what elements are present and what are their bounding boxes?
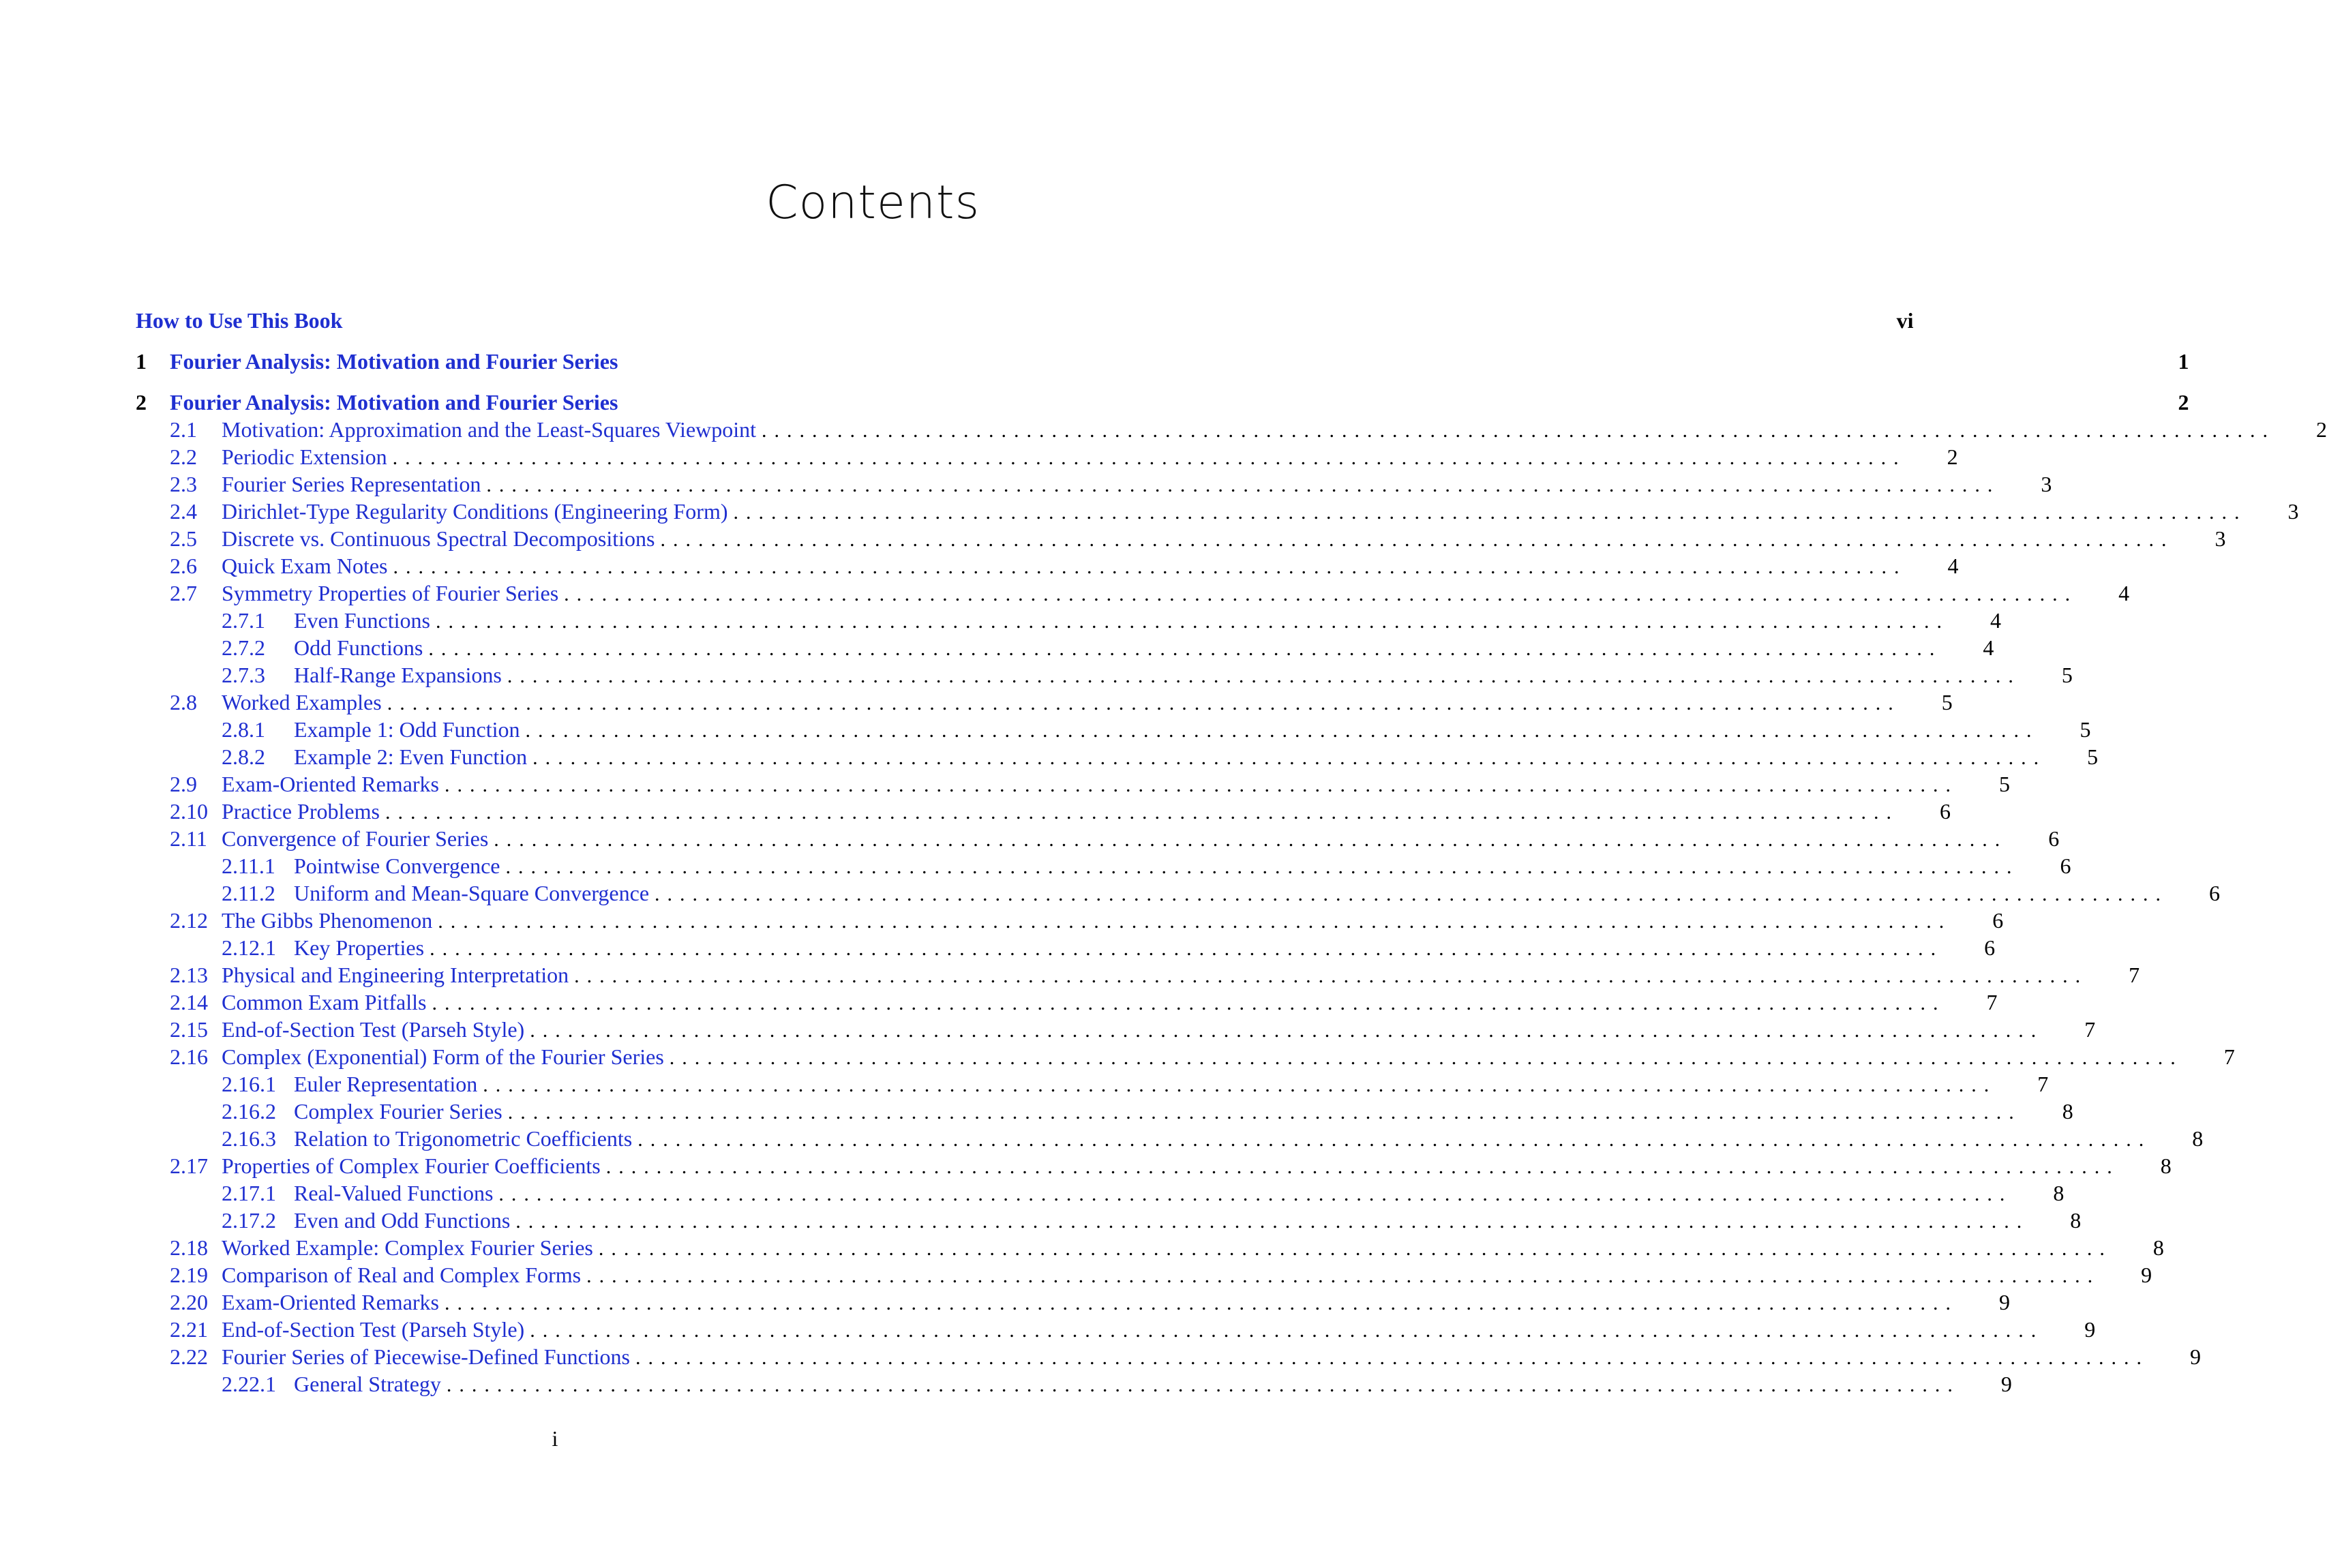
- toc-entry-number: 2.5: [170, 526, 197, 551]
- toc-entry-2-2[interactable]: [136, 443, 1958, 470]
- toc-entry-title-link[interactable]: Pointwise Convergence: [294, 854, 500, 878]
- dot-leader: ........................................................................................................................: [446, 1374, 1960, 1396]
- dot-leader: ........................................................................................................................: [445, 1292, 1958, 1314]
- toc-entry-page-number: 7: [2084, 1017, 2096, 1042]
- toc-entry-title-link[interactable]: Example 1: Odd Function: [294, 717, 520, 742]
- toc-entry-number: 2.12: [170, 908, 208, 933]
- dot-leader: ........................................................................................................................: [530, 1019, 2044, 1042]
- toc-entry-page-number: 6: [2048, 826, 2060, 851]
- toc-entry-title-link[interactable]: End-of-Section Test (Parseh Style): [222, 1317, 525, 1342]
- toc-entry-title-link[interactable]: Dirichlet-Type Regularity Conditions (Engineering Form): [222, 499, 728, 524]
- toc-entry-2-16-2[interactable]: [136, 1098, 2073, 1125]
- toc-entry-title-link[interactable]: Even and Odd Functions: [294, 1208, 511, 1233]
- toc-entry-2[interactable]: [136, 389, 2189, 416]
- toc-entry-title-link[interactable]: Half-Range Expansions: [294, 663, 502, 687]
- toc-entry-2-22[interactable]: [136, 1343, 2201, 1370]
- toc-entry-title-link[interactable]: Odd Functions: [294, 635, 423, 660]
- toc-entry-number: 2.16.2: [222, 1099, 276, 1124]
- toc-entry-title-link[interactable]: Fourier Series Representation: [222, 472, 481, 496]
- toc-entry-number: 2.17.1: [222, 1181, 276, 1205]
- toc-entry-page-number: 6: [2060, 854, 2071, 878]
- toc-entry-page-number: 8: [2062, 1099, 2073, 1124]
- dot-leader: ........................................................................................................................: [505, 856, 2020, 878]
- toc-entry-2-11-1[interactable]: [136, 852, 2071, 879]
- toc-entry-title-link[interactable]: End-of-Section Test (Parseh Style): [222, 1017, 525, 1042]
- toc-entry-number: 2.1: [170, 417, 197, 442]
- toc-entry-2-6[interactable]: [136, 552, 1959, 579]
- dot-leader: ........................................................................................................................: [494, 828, 2008, 851]
- toc-entry-number: 2.18: [170, 1235, 208, 1260]
- toc-entry-title-link[interactable]: Discrete vs. Continuous Spectral Decompositions: [222, 526, 655, 551]
- toc-entry-number: 1: [136, 349, 147, 374]
- toc-entry-page-number: 8: [2152, 1235, 2164, 1260]
- toc-entry-number: 2.2: [170, 444, 197, 469]
- toc-entry-page-number: 3: [2041, 472, 2052, 496]
- toc-entry-page-number: 7: [2129, 963, 2140, 987]
- toc-entry-title-link[interactable]: Quick Exam Notes: [222, 554, 388, 578]
- dot-leader: ........................................................................................................................: [430, 937, 1944, 960]
- toc-entry-title-link[interactable]: Practice Problems: [222, 799, 380, 824]
- toc-entry-page-number: 4: [1990, 608, 2001, 633]
- toc-entry-number: 2.15: [170, 1017, 208, 1042]
- toc-entry-page-number: 3: [2215, 526, 2226, 551]
- toc-entry-page-number: 8: [2070, 1208, 2082, 1233]
- toc-entry-title-link[interactable]: Symmetry Properties of Fourier Series: [222, 581, 559, 605]
- toc-entry-1[interactable]: [136, 348, 2189, 375]
- toc-entry-title-link[interactable]: Key Properties: [294, 935, 425, 960]
- toc-entry-2-8[interactable]: [136, 689, 1953, 716]
- toc-entry-2-7-3[interactable]: [136, 661, 2073, 689]
- dot-leader: ........................................................................................................................: [438, 910, 1952, 933]
- toc-entry-title-link[interactable]: Periodic Extension: [222, 444, 387, 469]
- dot-leader: ........................................................................................................................: [564, 583, 2078, 605]
- toc-entry-number: 2.16: [170, 1044, 208, 1069]
- toc-entry-page-number: 7: [1986, 990, 1998, 1014]
- toc-entry-2-18[interactable]: [136, 1234, 2164, 1261]
- toc-entry-page-number: 4: [2118, 581, 2130, 605]
- toc-entry-page-number: 2: [2178, 390, 2189, 414]
- dot-leader: ........................................................................................................................: [586, 1265, 2101, 1287]
- toc-entry-title-link[interactable]: Fourier Analysis: Motivation and Fourier Series: [170, 390, 618, 414]
- toc-entry-title-link[interactable]: Properties of Complex Fourier Coefficients: [222, 1154, 601, 1178]
- toc-entry-2-15[interactable]: [136, 1016, 2096, 1043]
- toc-entry-2-17-2[interactable]: [136, 1207, 2082, 1234]
- toc-entry-page-number: 2: [2316, 417, 2327, 442]
- toc-entry-number: 2.7.1: [222, 608, 265, 633]
- toc-entry-title-link[interactable]: Comparison of Real and Complex Forms: [222, 1263, 582, 1287]
- toc-entry-2-8-1[interactable]: [136, 716, 2091, 743]
- toc-entry-title-link[interactable]: Real-Valued Functions: [294, 1181, 494, 1205]
- toc-entry-number: 2.7.2: [222, 635, 265, 660]
- dot-leader: ........................................................................................................................: [387, 692, 1901, 714]
- toc-entry-2-17[interactable]: [136, 1152, 2172, 1179]
- toc-entry-front-0[interactable]: [136, 307, 1914, 334]
- toc-entry-title-link[interactable]: Complex (Exponential) Form of the Fourier Series: [222, 1044, 664, 1069]
- toc-entry-page-number: 9: [2189, 1344, 2201, 1369]
- toc-entry-page-number: 7: [2037, 1072, 2049, 1096]
- toc-entry-title-link[interactable]: Exam-Oriented Remarks: [222, 772, 439, 796]
- dot-leader: ........................................................................................................................: [435, 610, 1949, 633]
- toc-entry-2-12-1[interactable]: [136, 934, 1996, 961]
- dot-leader: ........................................................................................................................: [432, 992, 1946, 1014]
- toc-entry-page-number: 9: [2084, 1317, 2096, 1342]
- dot-leader: ........................................................................................................................: [445, 774, 1958, 796]
- toc-entry-title-link[interactable]: How to Use This Book: [136, 308, 343, 333]
- toc-entry-page-number: 4: [1947, 554, 1959, 578]
- toc-entry-page-number: vi: [1896, 308, 1914, 333]
- toc-entry-2-7-2[interactable]: [136, 634, 1994, 661]
- toc-entry-2-8-2[interactable]: [136, 743, 2099, 770]
- toc-entry-page-number: 5: [1999, 772, 2010, 796]
- page-title: Contents: [766, 176, 980, 230]
- toc-entry-title-link[interactable]: Even Functions: [294, 608, 430, 633]
- dot-leader: ........................................................................................................................: [392, 447, 1906, 469]
- dot-leader: ........................................................................................................................: [515, 1210, 2030, 1233]
- dot-leader: ........................................................................................................................: [660, 528, 2174, 551]
- toc-entry-2-19[interactable]: [136, 1261, 2152, 1288]
- toc-entry-page-number: 4: [1983, 635, 1994, 660]
- toc-entry-title-link[interactable]: Worked Example: Complex Fourier Series: [222, 1235, 593, 1260]
- toc-entry-number: 2.9: [170, 772, 197, 796]
- toc-entry-number: 2.21: [170, 1317, 208, 1342]
- toc-entry-number: 2.7: [170, 581, 197, 605]
- toc-entry-title-link[interactable]: Worked Examples: [222, 690, 382, 714]
- toc-entry-title-link[interactable]: Complex Fourier Series: [294, 1099, 502, 1124]
- toc-entry-2-12[interactable]: [136, 907, 2004, 934]
- toc-entry-page-number: 7: [2223, 1044, 2235, 1069]
- toc-entry-2-1[interactable]: [136, 416, 2327, 443]
- toc-entry-number: 2.17.2: [222, 1208, 276, 1233]
- toc-entry-title-link[interactable]: Fourier Series of Piecewise-Defined Functions: [222, 1344, 630, 1369]
- dot-leader: ........................................................................................................................: [393, 556, 1907, 578]
- toc-entry-title-link[interactable]: Uniform and Mean-Square Convergence: [294, 881, 650, 905]
- footer-page-number: i: [552, 1426, 558, 1451]
- toc-entry-number: 2.16.3: [222, 1126, 276, 1151]
- dot-leader: ........................................................................................................................: [574, 965, 2088, 987]
- dot-leader: ........................................................................................................................: [525, 719, 2039, 742]
- dot-leader: ........................................................................................................................: [530, 1319, 2044, 1342]
- toc-entry-title-link[interactable]: Euler Representation: [294, 1072, 478, 1096]
- toc-entry-2-7-1[interactable]: [136, 607, 2001, 634]
- dot-leader: ........................................................................................................................: [483, 1074, 1997, 1096]
- toc-entry-number: 2.6: [170, 554, 197, 578]
- dot-leader: ........................................................................................................................: [498, 1183, 2013, 1205]
- dot-leader: ........................................................................................................................: [598, 1237, 2112, 1260]
- toc-entry-page-number: 6: [1939, 799, 1951, 824]
- table-of-contents: [136, 307, 2327, 1398]
- toc-entry-number: 2.14: [170, 990, 208, 1014]
- toc-entry-page-number: 8: [2192, 1126, 2204, 1151]
- toc-entry-2-7[interactable]: [136, 579, 2130, 607]
- toc-entry-page-number: 5: [2087, 744, 2099, 769]
- dot-leader: ........................................................................................................................: [428, 637, 1942, 660]
- toc-entry-2-11-2[interactable]: [136, 879, 2221, 907]
- toc-entry-title-link[interactable]: Exam-Oriented Remarks: [222, 1290, 439, 1314]
- toc-entry-number: 2.8.2: [222, 744, 265, 769]
- toc-entry-number: 2.11: [170, 826, 207, 851]
- toc-entry-page-number: 5: [1941, 690, 1953, 714]
- dot-leader: ........................................................................................................................: [655, 883, 2169, 905]
- toc-entry-page-number: 3: [2287, 499, 2299, 524]
- toc-entry-number: 2.11.1: [222, 854, 275, 878]
- toc-entry-number: 2.3: [170, 472, 197, 496]
- toc-entry-number: 2.11.2: [222, 881, 275, 905]
- toc-entry-page-number: 6: [1984, 935, 1996, 960]
- toc-entry-page-number: 9: [2000, 1372, 2012, 1396]
- dot-leader: ........................................................................................................................: [762, 419, 2276, 442]
- dot-leader: ........................................................................................................................: [532, 747, 2047, 769]
- toc-entry-number: 2.13: [170, 963, 208, 987]
- toc-entry-number: 2.12.1: [222, 935, 276, 960]
- toc-entry-2-20[interactable]: [136, 1288, 2010, 1316]
- toc-entry-page-number: 2: [1947, 444, 1958, 469]
- toc-entry-number: 2.22.1: [222, 1372, 276, 1396]
- dot-leader: ........................................................................................................................: [733, 501, 2247, 524]
- toc-entry-2-10[interactable]: [136, 798, 1951, 825]
- dot-leader: ........................................................................................................................: [507, 1101, 2022, 1124]
- toc-entry-title-link[interactable]: Example 2: Even Function: [294, 744, 528, 769]
- dot-leader: ........................................................................................................................: [637, 1128, 2152, 1151]
- toc-entry-title-link[interactable]: The Gibbs Phenomenon: [222, 908, 433, 933]
- toc-entry-2-9[interactable]: [136, 770, 2010, 798]
- toc-entry-title-link[interactable]: Fourier Analysis: Motivation and Fourier Series: [170, 349, 618, 374]
- dot-leader: ........................................................................................................................: [635, 1346, 2149, 1369]
- toc-entry-2-21[interactable]: [136, 1316, 2096, 1343]
- toc-entry-title-link[interactable]: General Strategy: [294, 1372, 441, 1396]
- toc-entry-number: 2.20: [170, 1290, 208, 1314]
- toc-entry-number: 2: [136, 390, 147, 414]
- dot-leader: ........................................................................................................................: [669, 1046, 2183, 1069]
- toc-entry-2-11[interactable]: [136, 825, 2060, 852]
- dot-leader: ........................................................................................................................: [486, 474, 2000, 496]
- toc-entry-number: 2.8.1: [222, 717, 265, 742]
- toc-entry-2-13[interactable]: [136, 961, 2140, 989]
- dot-leader: ........................................................................................................................: [605, 1156, 2120, 1178]
- toc-entry-title-link[interactable]: Convergence of Fourier Series: [222, 826, 489, 851]
- toc-entry-page-number: 5: [2080, 717, 2091, 742]
- toc-entry-2-16-3[interactable]: [136, 1125, 2204, 1152]
- toc-entry-2-5[interactable]: [136, 525, 2226, 552]
- dot-leader: ........................................................................................................................: [385, 801, 1899, 824]
- toc-entry-page-number: 6: [1992, 908, 2004, 933]
- toc-entry-page-number: 5: [2061, 663, 2073, 687]
- toc-entry-page-number: 6: [2209, 881, 2221, 905]
- toc-entry-2-3[interactable]: [136, 470, 2052, 498]
- toc-entry-title-link[interactable]: Relation to Trigonometric Coefficients: [294, 1126, 633, 1151]
- toc-entry-page-number: 8: [2160, 1154, 2172, 1178]
- toc-entry-number: 2.7.3: [222, 663, 265, 687]
- toc-entry-2-22-1[interactable]: [136, 1370, 2012, 1398]
- toc-entry-2-17-1[interactable]: [136, 1179, 2065, 1207]
- toc-entry-2-16[interactable]: [136, 1043, 2235, 1070]
- toc-entry-page-number: 1: [2178, 349, 2189, 374]
- toc-entry-number: 2.8: [170, 690, 197, 714]
- toc-entry-title-link[interactable]: Common Exam Pitfalls: [222, 990, 427, 1014]
- toc-entry-title-link[interactable]: Physical and Engineering Interpretation: [222, 963, 569, 987]
- toc-entry-title-link[interactable]: Motivation: Approximation and the Least-Squares Viewpoint: [222, 417, 757, 442]
- toc-entry-number: 2.19: [170, 1263, 208, 1287]
- toc-entry-number: 2.16.1: [222, 1072, 276, 1096]
- toc-entry-2-16-1[interactable]: [136, 1070, 2049, 1098]
- dot-leader: ........................................................................................................................: [507, 665, 2021, 687]
- toc-entry-2-14[interactable]: [136, 989, 1998, 1016]
- toc-entry-number: 2.17: [170, 1154, 208, 1178]
- toc-entry-number: 2.22: [170, 1344, 208, 1369]
- toc-entry-number: 2.10: [170, 799, 208, 824]
- toc-entry-page-number: 9: [1999, 1290, 2010, 1314]
- toc-entry-2-4[interactable]: [136, 498, 2299, 525]
- toc-entry-page-number: 9: [2141, 1263, 2152, 1287]
- toc-entry-page-number: 8: [2053, 1181, 2065, 1205]
- toc-entry-number: 2.4: [170, 499, 197, 524]
